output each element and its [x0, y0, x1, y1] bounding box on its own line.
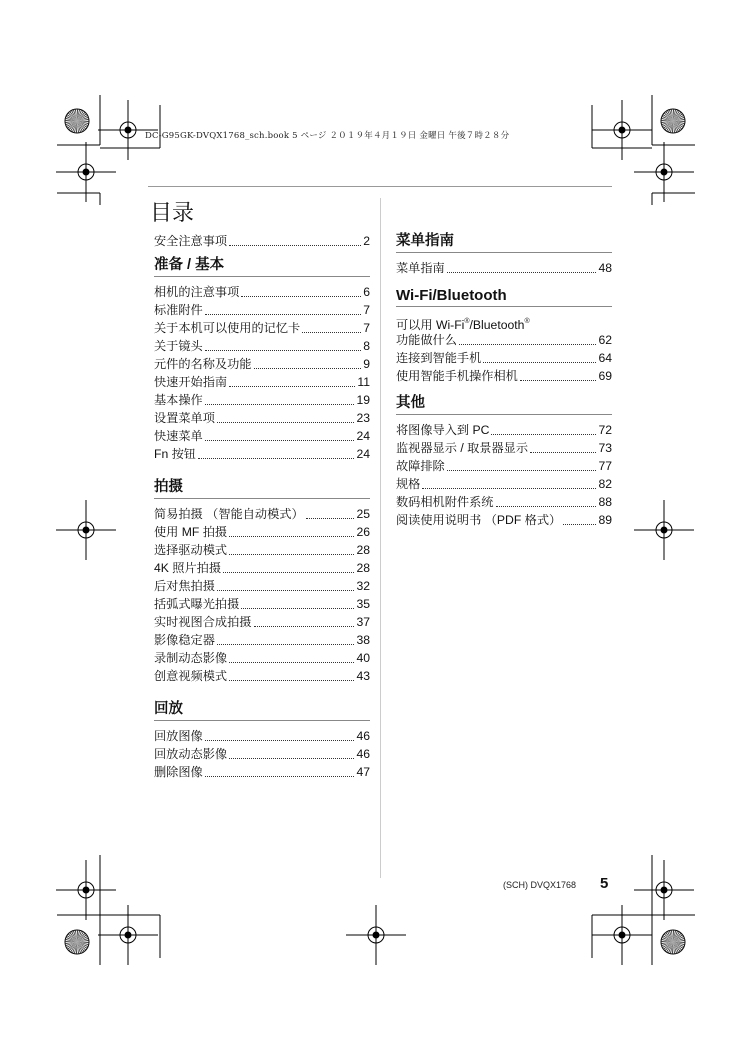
- toc-entry[interactable]: [154, 319, 370, 337]
- toc-entry-page: 6: [363, 285, 370, 299]
- toc-entry[interactable]: [154, 541, 370, 559]
- toc-entry[interactable]: [154, 667, 370, 685]
- toc-entry-page: 7: [363, 303, 370, 317]
- section-heading-wifi: Wi-Fi/Bluetooth: [396, 286, 612, 307]
- page-title: 目录: [150, 200, 195, 225]
- toc-entry[interactable]: [154, 427, 370, 445]
- toc-entry-label: 关于本机可以使用的记忆卡: [154, 321, 301, 335]
- toc-entry[interactable]: [154, 613, 370, 631]
- toc-entry-label: 后对焦拍摄: [154, 579, 215, 593]
- toc-entry[interactable]: [154, 577, 370, 595]
- toc-entry-label: 回放动态影像: [154, 747, 228, 761]
- toc-entry-label: 录制动态影像: [154, 651, 228, 665]
- crosshair-mark: [661, 169, 668, 176]
- print-header: DC-G95GK-DVQX1768_sch.book 5 ページ ２０１９年４月１９日 金曜日 午後７時２８分: [145, 131, 510, 141]
- toc-entry-page: 82: [598, 477, 612, 491]
- section-heading: 回放: [154, 700, 370, 721]
- toc-entry[interactable]: [396, 475, 612, 493]
- toc-entry-label: 相机的注意事项: [154, 285, 240, 299]
- toc-entry[interactable]: [396, 511, 612, 529]
- toc-entry-label: 数码相机附件系统: [396, 495, 494, 509]
- toc-entry-page: 24: [356, 429, 370, 443]
- toc-entry-label: 基本操作: [154, 393, 203, 407]
- toc-entry[interactable]: [396, 331, 612, 349]
- toc-entry-page: 43: [356, 669, 370, 683]
- toc-entry[interactable]: [396, 457, 612, 475]
- toc-entry[interactable]: [396, 367, 612, 385]
- toc-entry[interactable]: [154, 232, 370, 250]
- section-heading-other: 其他: [396, 394, 612, 415]
- toc-entry[interactable]: [154, 373, 370, 391]
- toc-entry-label: 监视器显示 / 取景器显示: [396, 441, 529, 455]
- toc-entry-label: 阅读使用说明书 （PDF 格式）: [396, 513, 562, 527]
- toc-entry-label: 标准附件: [154, 303, 203, 317]
- toc-entry[interactable]: [154, 559, 370, 577]
- section-heading: 拍摄: [154, 478, 370, 499]
- toc-entry-page: 19: [356, 393, 370, 407]
- toc-entry[interactable]: [154, 727, 370, 745]
- crosshair-mark: [661, 887, 668, 894]
- toc-right-column: [396, 232, 612, 529]
- section-heading-menu: 菜单指南: [396, 232, 612, 253]
- toc-entry[interactable]: [396, 439, 612, 457]
- toc-entry[interactable]: [154, 505, 370, 523]
- toc-entry-label: 将图像导入到 PC: [396, 423, 490, 437]
- page-number: 5: [600, 875, 609, 892]
- toc-left-column: [154, 232, 370, 781]
- toc-entry-label: 4K 照片拍摄: [154, 561, 222, 575]
- toc-entry[interactable]: [396, 259, 612, 277]
- toc-entry-page: 72: [598, 423, 612, 437]
- toc-entry-label: 故障排除: [396, 459, 445, 473]
- crosshair-mark: [373, 932, 380, 939]
- toc-entry-label: 创意视频模式: [154, 669, 228, 683]
- toc-entry-page: 11: [357, 375, 370, 389]
- toc-entry-label: 回放图像: [154, 729, 203, 743]
- toc-entry-label: 实时视图合成拍摄: [154, 615, 252, 629]
- toc-entry[interactable]: [154, 301, 370, 319]
- toc-entry[interactable]: [396, 349, 612, 367]
- footer-document-code: (SCH) DVQX1768: [503, 880, 577, 890]
- toc-entry[interactable]: [396, 493, 612, 511]
- toc-entry-page: 69: [598, 369, 612, 383]
- wifi-intro-line: 可以用 Wi-Fi®/Bluetooth®: [396, 318, 530, 332]
- toc-entry-label: 安全注意事项: [154, 234, 228, 248]
- toc-entry-page: 24: [356, 447, 370, 461]
- toc-entry[interactable]: [396, 421, 612, 439]
- toc-entry-page: 23: [356, 411, 370, 425]
- toc-entry-page: 89: [598, 513, 612, 527]
- toc-entry-page: 9: [363, 357, 370, 371]
- toc-entry-label: 使用 MF 拍摄: [154, 525, 228, 539]
- toc-entry-label: 快速开始指南: [154, 375, 228, 389]
- toc-entry[interactable]: [154, 595, 370, 613]
- toc-entry-label: 影像稳定器: [154, 633, 215, 647]
- toc-entry-page: 26: [356, 525, 370, 539]
- toc-entry[interactable]: [154, 631, 370, 649]
- toc-entry-page: 2: [363, 234, 370, 248]
- toc-entry[interactable]: [154, 763, 370, 781]
- toc-entry-label: 使用智能手机操作相机: [396, 369, 518, 383]
- toc-entry-page: 28: [356, 561, 370, 575]
- top-rule: [148, 186, 612, 187]
- toc-entry[interactable]: [154, 283, 370, 301]
- crosshair-mark: [619, 932, 626, 939]
- crosshair-mark: [661, 527, 668, 534]
- toc-entry-page: 62: [598, 333, 612, 347]
- toc-entry-page: 64: [598, 351, 612, 365]
- toc-entry-label: 选择驱动模式: [154, 543, 228, 557]
- toc-entry[interactable]: [154, 523, 370, 541]
- toc-entry[interactable]: [154, 745, 370, 763]
- toc-entry[interactable]: [154, 409, 370, 427]
- toc-entry-page: 77: [598, 459, 612, 473]
- toc-entry-page: 88: [598, 495, 612, 509]
- toc-entry-page: 25: [356, 507, 370, 521]
- toc-entry-page: 73: [598, 441, 612, 455]
- toc-entry-page: 48: [598, 261, 612, 275]
- toc-entry[interactable]: [154, 391, 370, 409]
- toc-entry-page: 35: [356, 597, 370, 611]
- crosshair-mark: [125, 932, 132, 939]
- toc-entry[interactable]: [154, 337, 370, 355]
- toc-entry-label: 元件的名称及功能: [154, 357, 252, 371]
- section-heading: 准备 / 基本: [154, 256, 370, 277]
- column-divider: [380, 198, 381, 878]
- toc-entry-page: 32: [356, 579, 370, 593]
- crosshair-mark: [125, 127, 132, 134]
- toc-entry-page: 40: [356, 651, 370, 665]
- crosshair-mark: [83, 887, 90, 894]
- toc-entry[interactable]: [154, 355, 370, 373]
- toc-entry-label: 快速菜单: [154, 429, 203, 443]
- toc-entry-page: 46: [356, 729, 370, 743]
- toc-entry-label: 关于镜头: [154, 339, 203, 353]
- toc-entry-label: 括弧式曝光拍摄: [154, 597, 240, 611]
- toc-entry-label: 设置菜单项: [154, 411, 215, 425]
- toc-entry-page: 8: [363, 339, 370, 353]
- toc-entry-page: 37: [356, 615, 370, 629]
- toc-entry-page: 7: [363, 321, 370, 335]
- toc-entry-label: 规格: [396, 477, 421, 491]
- toc-entry-label: 菜单指南: [396, 261, 445, 275]
- toc-entry-label: Fn 按钮: [154, 447, 196, 461]
- toc-entry-label: 简易拍摄 （智能自动模式）: [154, 507, 304, 521]
- crosshair-mark: [619, 127, 626, 134]
- toc-entry-page: 38: [356, 633, 370, 647]
- toc-entry-label: 功能做什么: [396, 333, 457, 347]
- toc-entry-page: 47: [356, 765, 370, 779]
- toc-entry-label: 删除图像: [154, 765, 203, 779]
- crosshair-mark: [83, 169, 90, 176]
- toc-entry-label: 连接到智能手机: [396, 351, 482, 365]
- toc-entry[interactable]: [154, 445, 370, 463]
- toc-entry-page: 28: [356, 543, 370, 557]
- toc-entry-page: 46: [356, 747, 370, 761]
- toc-entry[interactable]: [154, 649, 370, 667]
- crosshair-mark: [83, 527, 90, 534]
